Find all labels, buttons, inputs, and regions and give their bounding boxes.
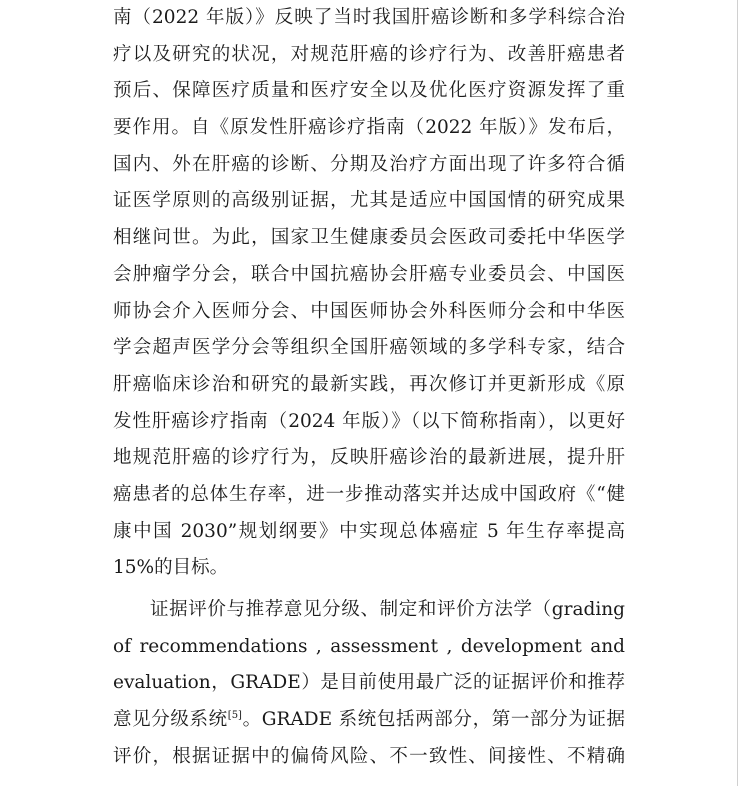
citation-superscript[interactable]: [5]: [227, 710, 242, 722]
text-line: 相继问世。为此，国家卫生健康委员会医政司委托中华医学: [113, 227, 625, 249]
text-line: 15%的目标。: [113, 557, 229, 579]
text-line: 发性肝癌诊疗指南（2024 年版）》（以下简称指南），以更好: [113, 410, 625, 432]
text-line: 会肿瘤学分会，联合中国抗癌协会肝癌专业委员会、中国医: [113, 263, 625, 285]
text-line: 学会超声医学分会等组织全国肝癌领域的多学科专家，结合: [113, 337, 625, 359]
text-line: 地规范肝癌的诊疗行为，反映肝癌诊治的最新进展，提升肝: [113, 447, 625, 469]
text-line: 评价，根据证据中的偏倚风险、不一致性、间接性、不精确: [113, 745, 625, 767]
text-line: 师协会介入医师分会、中国医师协会外科医师分会和中华医: [113, 300, 625, 322]
text-line: 疗以及研究的状况，对规范肝癌的诊疗行为、改善肝癌患者: [113, 43, 625, 65]
body-paragraph: [113, 0, 625, 587]
text-segment: 。GRADE 系统包括两部分，第一部分为证据: [241, 709, 625, 731]
text-line: 预后、保障医疗质量和医疗安全以及优化医疗资源发挥了重: [113, 80, 625, 102]
text-line: 康中国 2030”规划纲要》中实现总体癌症 5 年生存率提高: [113, 520, 625, 542]
text-line: 南（2022 年版）》反映了当时我国肝癌诊断和多学科综合治: [113, 7, 625, 28]
text-line: 癌患者的总体生存率，进一步推动落实并达成中国政府《“健: [113, 483, 625, 505]
text-line: 证据评价与推荐意见分级、制定和评价方法学（grading: [150, 599, 625, 620]
text-line: 国内、外在肝癌的诊断、分期及治疗方面出现了许多符合循: [113, 153, 625, 175]
text-line: 肝癌临床诊治和研究的最新实践，再次修订并更新形成《原: [113, 373, 625, 395]
text-line: [113, 702, 625, 739]
text-segment: 意见分级系统: [113, 709, 228, 731]
text-line: of recommendations , assessment , development and: [113, 635, 625, 657]
text-line: 证医学原则的高级别证据，尤其是适应中国国情的研究成果: [113, 190, 625, 212]
text-line: evaluation，GRADE）是目前使用最广泛的证据评价和推荐: [113, 672, 625, 694]
body-paragraph: [113, 592, 625, 775]
text-line: 要作用。自《原发性肝癌诊疗指南（2022 年版）》发布后，: [113, 117, 625, 139]
